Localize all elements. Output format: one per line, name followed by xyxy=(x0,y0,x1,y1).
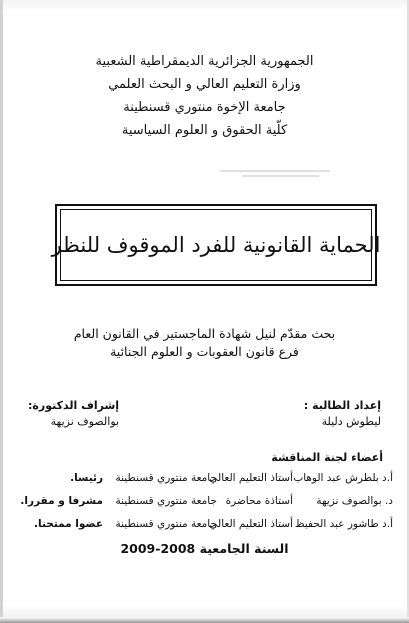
ministry-name: وزارة التعليم العالي و البحث العلمي xyxy=(108,77,301,92)
member-role: رئيسا. xyxy=(70,472,103,484)
member-rank: أستاذ التعليم العالي xyxy=(209,518,293,530)
degree-line: بحث مقدّم لنيل شهادة الماجستير في القانون العام xyxy=(73,326,336,341)
supervisor-label: إشراف الدكتورة: xyxy=(28,399,120,412)
member-role: مشرفا و مقررا. xyxy=(20,495,103,507)
member-name: أ.د طاشور عبد الحفيظ xyxy=(294,518,393,530)
committee-table xyxy=(15,467,395,536)
university-name: جامعة الإخوة منتوري قسنطينة xyxy=(123,100,286,115)
committee-row xyxy=(15,490,395,513)
member-name: أ.د بلطرش عبد الوهاب xyxy=(293,472,393,484)
supervisor-name: بوالصوف نزيهة xyxy=(50,415,120,428)
member-university: جامعة منتوري قسنطينة xyxy=(115,495,217,507)
member-role: عضوا ممتحنا. xyxy=(34,518,103,530)
committee-row xyxy=(15,513,395,536)
faint-bleed-through-mark xyxy=(220,170,330,180)
specialty-line: فرع قانون العقوبات و العلوم الجنائية xyxy=(110,344,299,359)
title-frame xyxy=(51,204,381,286)
member-university: جامعة منتوري قسنطينة xyxy=(115,472,217,484)
title-inner-frame xyxy=(51,209,381,281)
member-name: د. بوالصوف نزيهة xyxy=(316,495,393,507)
faculty-name: كلّية الحقوق و العلوم السياسية xyxy=(121,123,288,138)
degree-description xyxy=(0,325,409,361)
academic-year: السنة الجامعية 2008-2009 xyxy=(120,541,289,556)
member-rank: أستاذة محاضرة xyxy=(225,495,293,507)
supervisor-block xyxy=(28,397,119,430)
prepared-by-label: إعداد الطالبة : xyxy=(303,399,381,412)
member-rank: أستاذ التعليم العالي xyxy=(209,472,293,484)
scan-edge-bottom xyxy=(0,617,409,623)
prepared-by-block xyxy=(304,397,381,430)
member-university: جامعة منتوري قسنطينة xyxy=(115,518,217,530)
institution-header xyxy=(0,50,409,142)
committee-heading: أعضاء لجنة المناقشة xyxy=(271,451,383,464)
republic-name: الجمهورية الجزائرية الديمقراطية الشعبية xyxy=(95,54,314,69)
committee-row xyxy=(15,467,395,490)
student-name: ليطوش دليلة xyxy=(321,415,381,428)
thesis-title: الحماية القانونية للفرد الموقوف للنظر xyxy=(51,233,381,257)
